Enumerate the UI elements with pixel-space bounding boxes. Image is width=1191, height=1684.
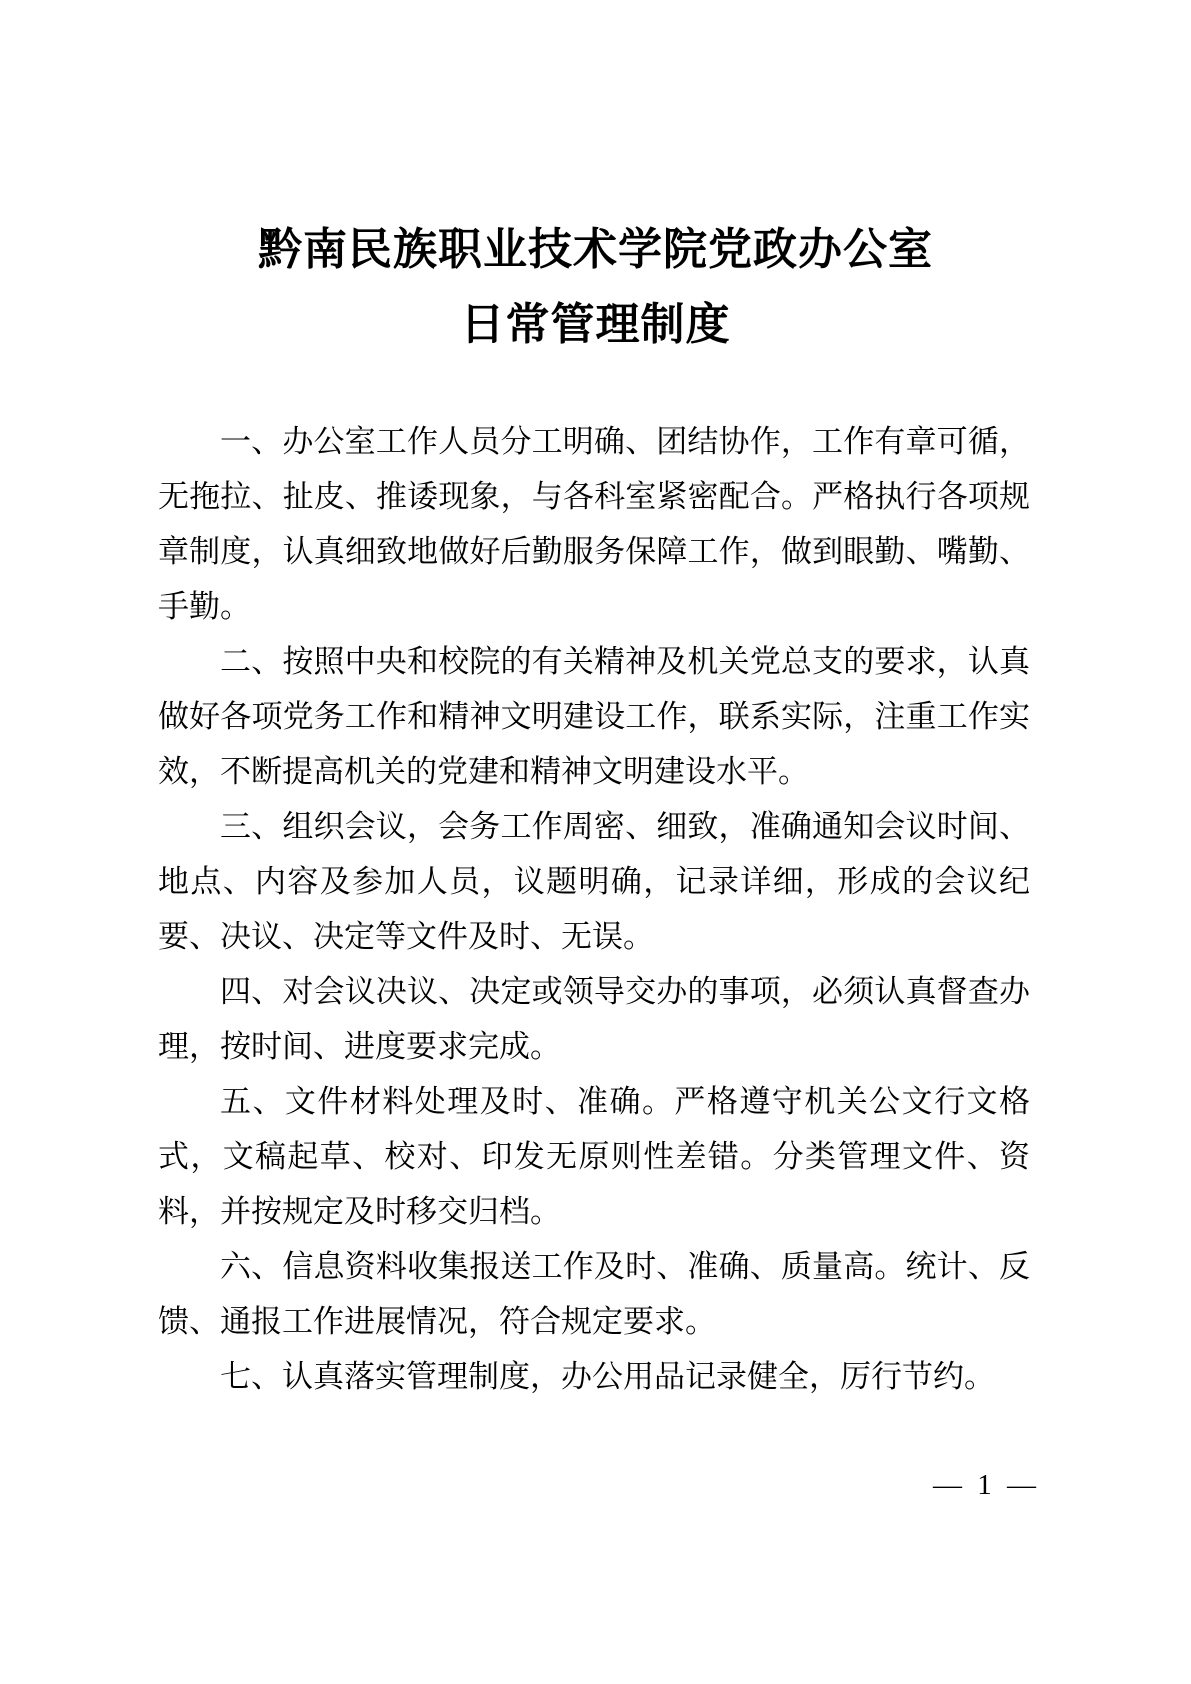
title-line-1: 黔南民族职业技术学院党政办公室 xyxy=(258,225,933,274)
title-line-2: 日常管理制度 xyxy=(460,300,731,349)
paragraph-3: 三、组织会议，会务工作周密、细致，准确通知会议时间、地点、内容及参加人员，议题明确，记录详细，形成的会议纪要、决议、决定等文件及时、无误。 xyxy=(158,809,1030,954)
paragraph-6: 六、信息资料收集报送工作及时、准确、质量高。统计、反馈、通报工作进展情况，符合规定要求。 xyxy=(158,1249,1030,1339)
paragraph-1: 一、办公室工作人员分工明确、团结协作，工作有章可循，无拖拉、扯皮、推诿现象，与各科室紧密配合。严格执行各项规章制度，认真细致地做好后勤服务保障工作，做到眼勤、嘴勤、手勤。 xyxy=(158,424,1030,624)
paragraph-5: 五、文件材料处理及时、准确。严格遵守机关公文行文格式，文稿起草、校对、印发无原则性差错。分类管理文件、资料，并按规定及时移交归档。 xyxy=(158,1084,1030,1229)
document-body xyxy=(158,414,1030,1404)
paragraph-7: 七、认真落实管理制度，办公用品记录健全，厉行节约。 xyxy=(220,1359,995,1394)
document-title xyxy=(0,212,1191,362)
page-number: — 1 — xyxy=(933,1469,1040,1501)
paragraph-2: 二、按照中央和校院的有关精神及机关党总支的要求，认真做好各项党务工作和精神文明建设工作，联系实际，注重工作实效，不断提高机关的党建和精神文明建设水平。 xyxy=(158,644,1030,789)
paragraph-4: 四、对会议决议、决定或领导交办的事项，必须认真督查办理，按时间、进度要求完成。 xyxy=(158,974,1030,1064)
